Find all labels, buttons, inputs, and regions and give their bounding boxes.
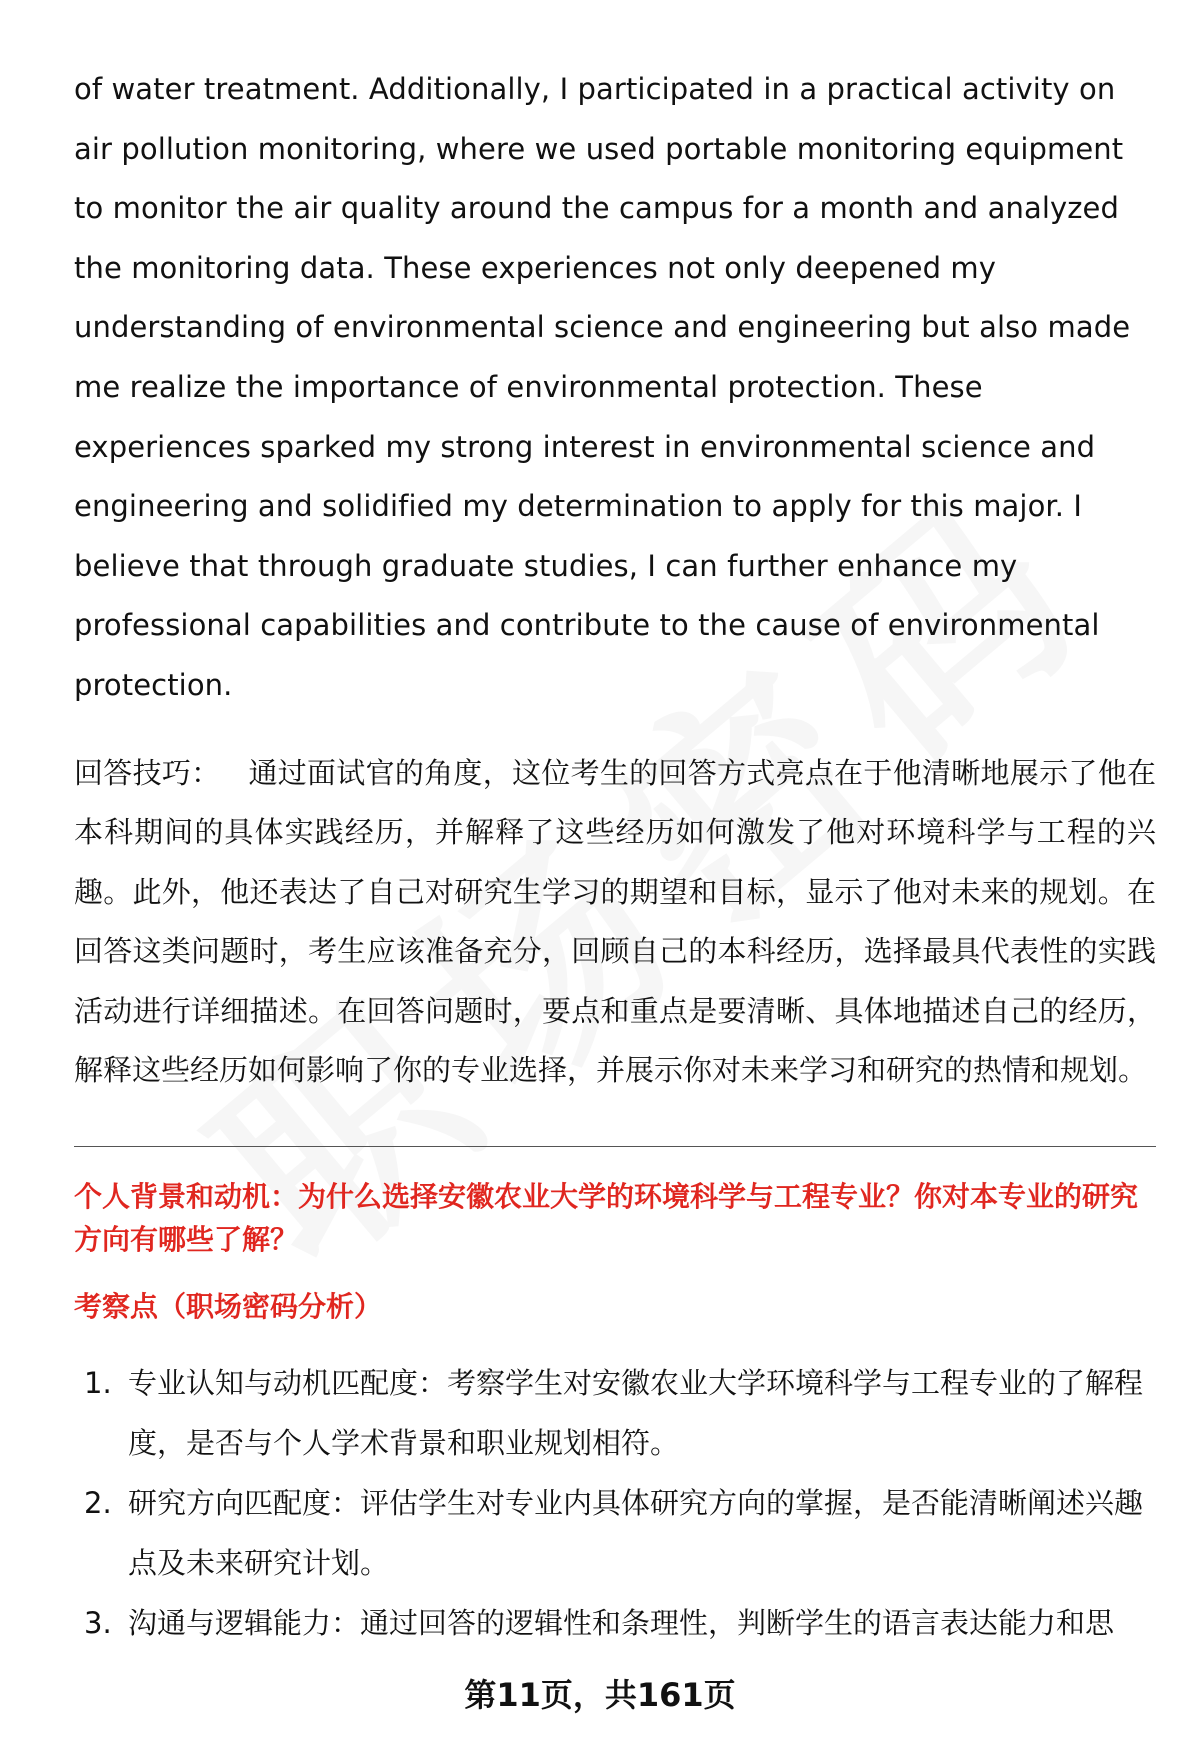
- list-item-number: 3.: [84, 1605, 112, 1640]
- document-page: [74, 60, 1156, 1653]
- list-item-number: 1.: [84, 1365, 112, 1400]
- list-item-text: 研究方向匹配度：评估学生对专业内具体研究方向的掌握，是否能清晰阐述兴趣点及未来研究计划。: [128, 1485, 1144, 1580]
- list-item: [74, 1473, 1156, 1593]
- page-number: 第11页，共161页: [464, 1676, 736, 1714]
- list-item-text: 沟通与逻辑能力：通过回答的逻辑性和条理性，判断学生的语言表达能力和思: [128, 1605, 1115, 1640]
- section-divider: [74, 1146, 1156, 1147]
- list-item: [74, 1353, 1156, 1473]
- list-item: [74, 1593, 1156, 1653]
- answer-tip-paragraph: [74, 744, 1156, 1101]
- list-item-text: 专业认知与动机匹配度：考察学生对安徽农业大学环境科学与工程专业的了解程度，是否与个人学术背景和职业规划相符。: [128, 1365, 1144, 1460]
- question-title: 个人背景和动机：为什么选择安徽农业大学的环境科学与工程专业？你对本专业的研究方向有哪些了解？: [74, 1179, 1139, 1256]
- answer-tip-label: 回答技巧：: [74, 755, 221, 790]
- assessment-list: [74, 1353, 1156, 1653]
- list-item-number: 2.: [84, 1485, 112, 1520]
- english-paragraph: of water treatment. Additionally, I participated in a practical activity on air pollution monitoring, where we used portable monitoring equipment to monitor the air quality around the campus for a month and analyzed the monitoring data. These experiences not only deepened my understanding of environmental science and engineering but also made me realize the importance of environmental protection. These experiences sparked my strong interest in environmental science and engineering and solidified my determination to apply for this major. I believe that through graduate studies, I can further enhance my professional capabilities and contribute to the cause of environmental protection.: [74, 72, 1131, 702]
- section-heading: 考察点（职场密码分析）: [74, 1289, 383, 1323]
- answer-tip-text: 通过面试官的角度，这位考生的回答方式亮点在于他清晰地展示了他在本科期间的具体实践经历，并解释了这些经历如何激发了他对环境科学与工程的兴趣。此外，他还表达了自己对研究生学习的期望和目标，显示了他对未来的规划。在回答这类问题时，考生应该准备充分，回顾自己的本科经历，选择最具代表性的实践活动进行详细描述。在回答问题时，要点和重点是要清晰、具体地描述自己的经历，解释这些经历如何影响了你的专业选择，并展示你对未来学习和研究的热情和规划。: [74, 755, 1156, 1088]
